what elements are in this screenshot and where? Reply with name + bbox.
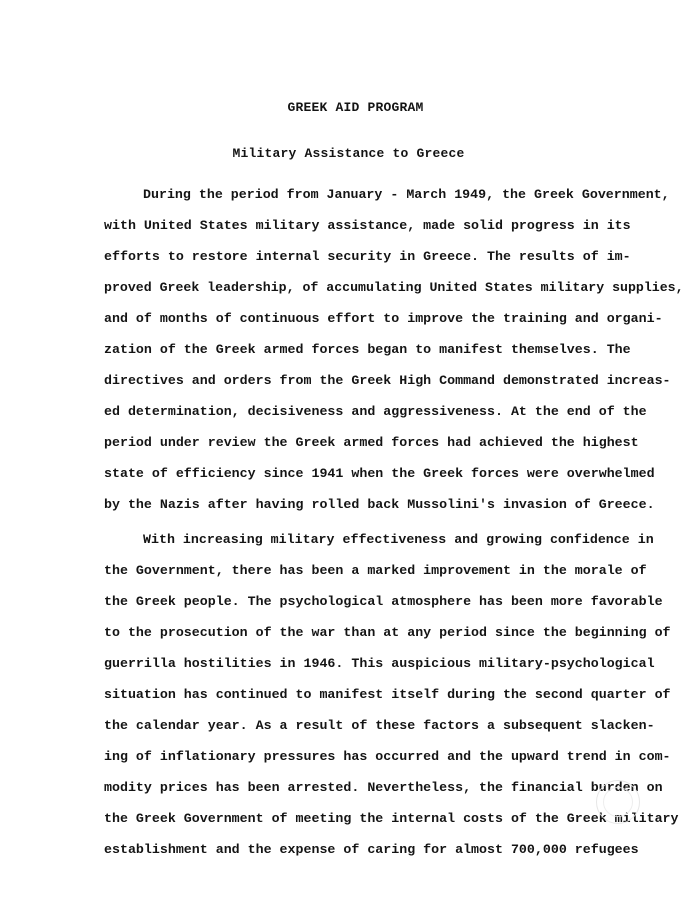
paragraph-1-line: During the period from January - March 1949, the Greek Government, (143, 187, 670, 202)
paragraph-1-line: ed determination, decisiveness and aggressiveness. At the end of the (104, 404, 647, 419)
paragraph-1-line: period under review the Greek armed forces had achieved the highest (104, 435, 639, 450)
paragraph-2-line: modity prices has been arrested. Nevertheless, the financial burden on (104, 780, 663, 795)
paragraph-2-line: the Greek people. The psychological atmosphere has been more favorable (104, 594, 663, 609)
document-subtitle: Military Assistance to Greece (232, 146, 465, 161)
paragraph-2-line: the Government, there has been a marked improvement in the morale of (104, 563, 647, 578)
paragraph-1-line: by the Nazis after having rolled back Mussolini's invasion of Greece. (104, 497, 655, 512)
paragraph-1-line: efforts to restore internal security in Greece. The results of im- (104, 249, 631, 264)
paragraph-1-line: with United States military assistance, made solid progress in its (104, 218, 631, 233)
paragraph-1-line: and of months of continuous effort to improve the training and organi- (104, 311, 663, 326)
paragraph-2-line: the calendar year. As a result of these factors a subsequent slacken- (104, 718, 655, 733)
paragraph-2-line: situation has continued to manifest itself during the second quarter of (104, 687, 671, 702)
paragraph-2-line: the Greek Government of meeting the internal costs of the Greek military (104, 811, 679, 826)
paragraph-2-line: ing of inflationary pressures has occurred and the upward trend in com- (104, 749, 671, 764)
paragraph-1-line: directives and orders from the Greek High Command demonstrated increas- (104, 373, 671, 388)
paragraph-1-line: zation of the Greek armed forces began to manifest themselves. The (104, 342, 631, 357)
paragraph-1-line: proved Greek leadership, of accumulating United States military supplies, (104, 280, 684, 295)
paragraph-1-line: state of efficiency since 1941 when the Greek forces were overwhelmed (104, 466, 655, 481)
paragraph-2-line: establishment and the expense of caring for almost 700,000 refugees (104, 842, 639, 857)
paragraph-2-line: With increasing military effectiveness and growing confidence in (143, 532, 654, 547)
document-title: GREEK AID PROGRAM (287, 100, 424, 115)
faint-stamp-mark (596, 780, 640, 824)
paragraph-2-line: guerrilla hostilities in 1946. This auspicious military-psychological (104, 656, 655, 671)
paragraph-2-line: to the prosecution of the war than at any period since the beginning of (104, 625, 671, 640)
